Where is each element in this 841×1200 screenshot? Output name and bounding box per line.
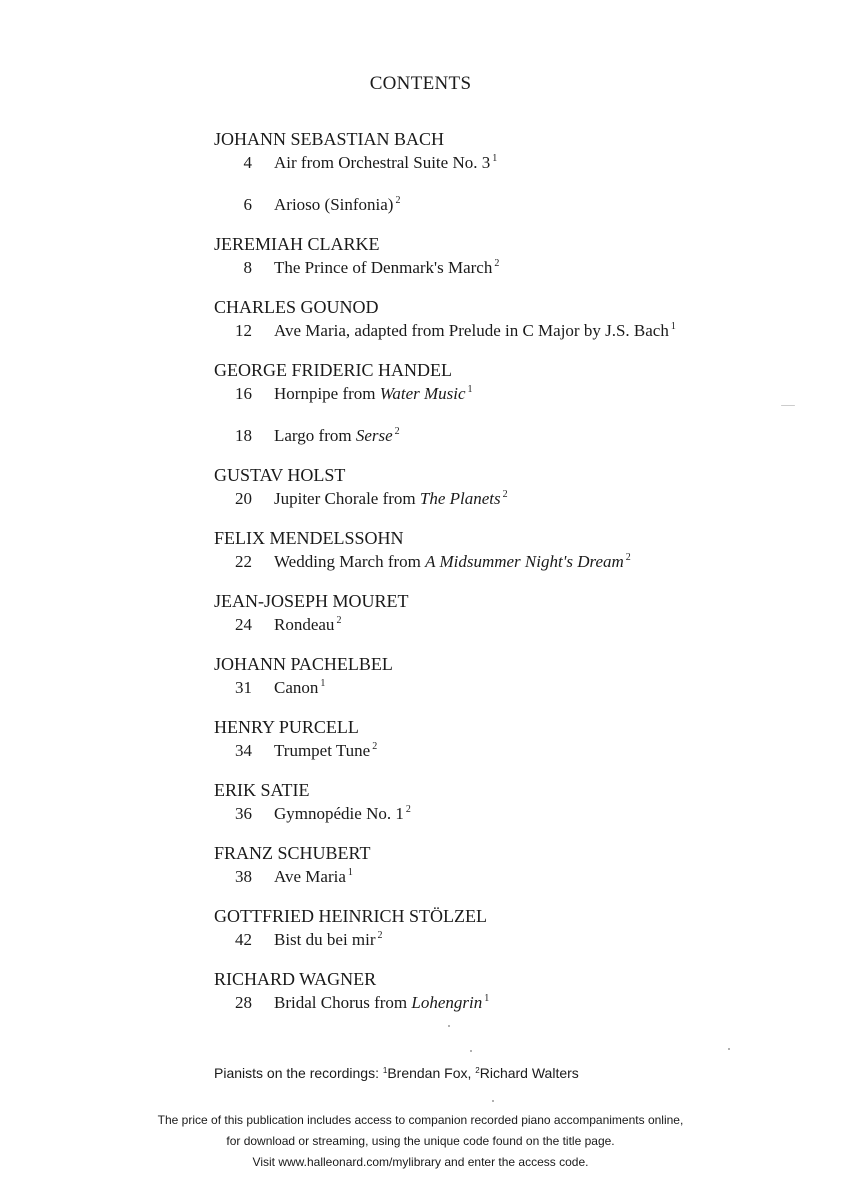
composer-entry bbox=[214, 778, 814, 826]
composer-name: JEREMIAH CLARKE bbox=[214, 234, 380, 254]
composer-entry bbox=[214, 232, 814, 280]
footnote-marker-2: 2 bbox=[475, 1066, 480, 1075]
notice-line-2: for download or streaming, using the unique code found on the title page. bbox=[226, 1134, 615, 1148]
piece-title-text: Trumpet Tune bbox=[274, 741, 371, 760]
composer-entry bbox=[214, 463, 814, 511]
pianist-footnote-marker: 2 bbox=[372, 741, 378, 752]
piece-title-text: Largo from bbox=[274, 426, 356, 445]
scan-speck bbox=[448, 1025, 450, 1027]
piece-entry bbox=[214, 613, 814, 637]
piece-title bbox=[274, 802, 411, 826]
page-number: 4 bbox=[243, 153, 252, 172]
composer-entry bbox=[214, 127, 814, 217]
piece-title-text: Gymnopédie No. 1 bbox=[274, 804, 404, 823]
piece-title-text: Hornpipe from bbox=[274, 384, 380, 403]
page-number: 36 bbox=[235, 804, 252, 823]
piece-entry bbox=[214, 739, 814, 763]
composer-entry bbox=[214, 652, 814, 700]
piece-entry bbox=[214, 193, 814, 217]
piece-entry bbox=[214, 865, 814, 889]
piece-title bbox=[274, 151, 497, 175]
composer-entry bbox=[214, 967, 814, 1015]
piece-entry bbox=[214, 424, 814, 448]
pianists-prefix: Pianists on the recordings: bbox=[214, 1065, 383, 1081]
piece-title-text: Canon bbox=[274, 678, 319, 697]
piece-title bbox=[274, 424, 400, 448]
composer-name: JEAN-JOSEPH MOURET bbox=[214, 591, 409, 611]
composer-entry bbox=[214, 841, 814, 889]
piece-title-text: Rondeau bbox=[274, 615, 335, 634]
piece-title-text: The Prince of Denmark's March bbox=[274, 258, 493, 277]
work-title-italic: Lohengrin bbox=[411, 993, 483, 1012]
access-notice bbox=[0, 1110, 841, 1173]
piece-title bbox=[274, 193, 400, 217]
pianist-footnote-marker: 2 bbox=[625, 552, 631, 563]
pianist-footnote-marker: 2 bbox=[394, 426, 400, 437]
piece-title-text: Air from Orchestral Suite No. 3 bbox=[274, 153, 491, 172]
pianist-name-2: Richard Walters bbox=[479, 1065, 579, 1081]
piece-entry bbox=[214, 550, 814, 574]
notice-line-3: Visit www.halleonard.com/mylibrary and enter the access code. bbox=[252, 1155, 589, 1169]
piece-entry bbox=[214, 382, 814, 406]
piece-title bbox=[274, 865, 353, 889]
pianists-credit bbox=[214, 1065, 579, 1081]
piece-entry bbox=[214, 151, 814, 175]
pianist-name-1: Brendan Fox, bbox=[387, 1065, 476, 1081]
piece-title bbox=[274, 319, 676, 343]
pianist-footnote-marker: 1 bbox=[670, 321, 676, 332]
pianist-footnote-marker: 2 bbox=[336, 615, 342, 626]
piece-entry bbox=[214, 928, 814, 952]
piece-title-text: Bist du bei mir bbox=[274, 930, 376, 949]
scan-speck bbox=[492, 1100, 494, 1102]
footnote-marker-1: 1 bbox=[382, 1066, 388, 1075]
page-number: 18 bbox=[235, 426, 252, 445]
work-title-italic: The Planets bbox=[419, 489, 501, 508]
scan-speck bbox=[728, 1048, 730, 1050]
piece-entry bbox=[214, 319, 814, 343]
composer-entry bbox=[214, 358, 814, 448]
piece-title bbox=[274, 550, 631, 574]
composer-name: JOHANN PACHELBEL bbox=[214, 654, 393, 674]
piece-title-text: Bridal Chorus from bbox=[274, 993, 412, 1012]
composer-entry bbox=[214, 904, 814, 952]
page-number: 34 bbox=[235, 741, 252, 760]
composer-name: ERIK SATIE bbox=[214, 780, 310, 800]
scan-speck bbox=[781, 405, 795, 406]
pianist-footnote-marker: 1 bbox=[492, 153, 498, 164]
page-number: 24 bbox=[235, 615, 252, 634]
work-title-italic: Water Music bbox=[379, 384, 466, 403]
pianist-footnote-marker: 2 bbox=[395, 195, 401, 206]
piece-title bbox=[274, 739, 377, 763]
piece-title-text: Ave Maria, adapted from Prelude in C Major by J.S. Bach bbox=[274, 321, 669, 340]
page-title: CONTENTS bbox=[369, 73, 472, 94]
piece-entry bbox=[214, 487, 814, 511]
composer-entry bbox=[214, 589, 814, 637]
page-number: 28 bbox=[235, 993, 252, 1012]
composer-name: FRANZ SCHUBERT bbox=[214, 843, 371, 863]
composer-name: RICHARD WAGNER bbox=[214, 969, 377, 989]
composer-name: GEORGE FRIDERIC HANDEL bbox=[214, 360, 452, 380]
piece-entry bbox=[214, 802, 814, 826]
piece-title bbox=[274, 382, 473, 406]
page-number: 20 bbox=[235, 489, 252, 508]
pianist-footnote-marker: 2 bbox=[502, 489, 508, 500]
page-number: 22 bbox=[235, 552, 252, 571]
piece-title bbox=[274, 613, 341, 637]
composer-entry bbox=[214, 526, 814, 574]
composer-entry bbox=[214, 295, 814, 343]
work-title-italic: A Midsummer Night's Dream bbox=[425, 552, 624, 571]
page-number: 31 bbox=[235, 678, 252, 697]
page-number: 16 bbox=[235, 384, 252, 403]
piece-title-text: Ave Maria bbox=[274, 867, 346, 886]
notice-line-1: The price of this publication includes access to companion recorded piano accompaniments online, bbox=[157, 1113, 684, 1127]
pianist-footnote-marker: 1 bbox=[484, 993, 490, 1004]
piece-title bbox=[274, 991, 489, 1015]
work-title-italic: Serse bbox=[355, 426, 393, 445]
pianist-footnote-marker: 2 bbox=[405, 804, 411, 815]
piece-title-text: Wedding March from bbox=[274, 552, 426, 571]
pianist-footnote-marker: 2 bbox=[377, 930, 383, 941]
composer-name: CHARLES GOUNOD bbox=[214, 297, 379, 317]
piece-title bbox=[274, 676, 325, 700]
page-number: 8 bbox=[243, 258, 252, 277]
composer-entry bbox=[214, 715, 814, 763]
page-number: 6 bbox=[243, 195, 252, 214]
pianist-footnote-marker: 1 bbox=[347, 867, 353, 878]
piece-entry bbox=[214, 991, 814, 1015]
piece-entry bbox=[214, 676, 814, 700]
pianist-footnote-marker: 1 bbox=[467, 384, 473, 395]
composer-name: JOHANN SEBASTIAN BACH bbox=[214, 129, 445, 149]
piece-entry bbox=[214, 256, 814, 280]
page-number: 38 bbox=[235, 867, 252, 886]
composer-name: GOTTFRIED HEINRICH STÖLZEL bbox=[214, 906, 487, 926]
table-of-contents bbox=[214, 127, 814, 1015]
composer-name: HENRY PURCELL bbox=[214, 717, 359, 737]
piece-title-text: Arioso (Sinfonia) bbox=[274, 195, 394, 214]
composer-name: GUSTAV HOLST bbox=[214, 465, 346, 485]
piece-title bbox=[274, 487, 508, 511]
pianist-footnote-marker: 1 bbox=[320, 678, 326, 689]
piece-title bbox=[274, 256, 499, 280]
piece-title-text: Jupiter Chorale from bbox=[274, 489, 420, 508]
pianist-footnote-marker: 2 bbox=[494, 258, 500, 269]
page-number: 12 bbox=[235, 321, 252, 340]
page-number: 42 bbox=[235, 930, 252, 949]
piece-title bbox=[274, 928, 383, 952]
composer-name: FELIX MENDELSSOHN bbox=[214, 528, 404, 548]
scan-speck bbox=[470, 1050, 472, 1052]
